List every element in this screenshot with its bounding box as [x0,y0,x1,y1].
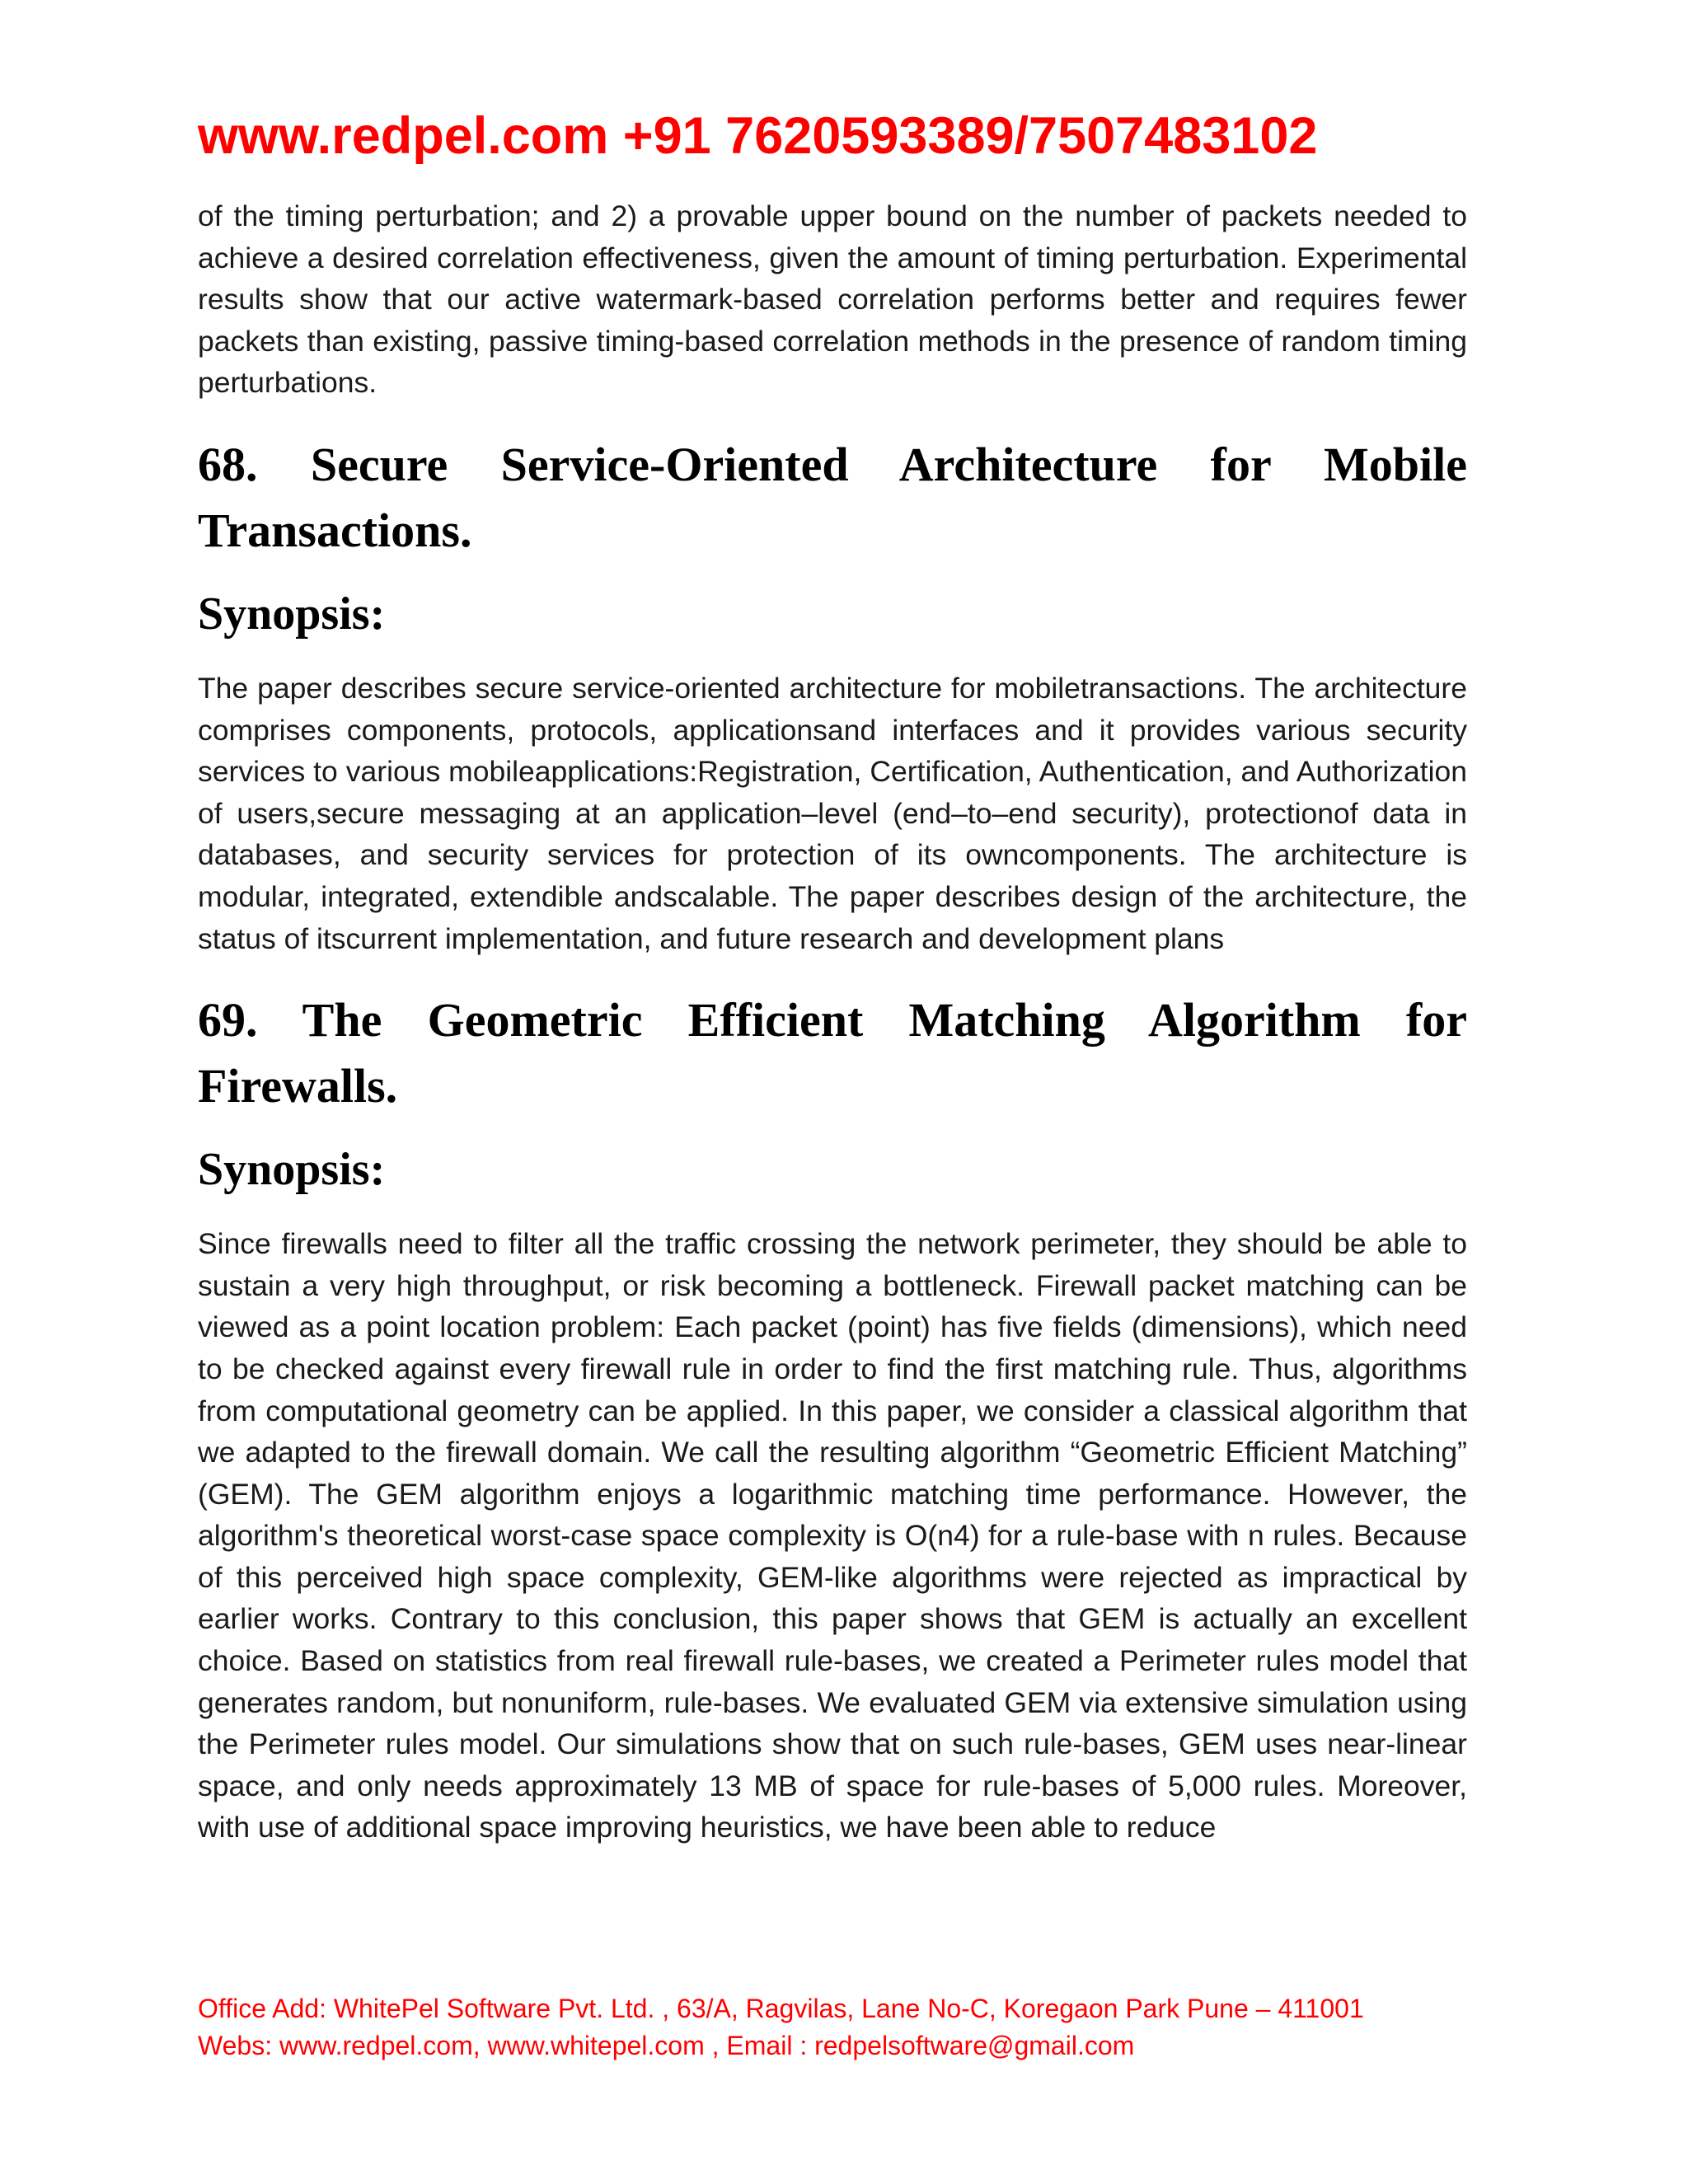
footer-address: Office Add: WhitePel Software Pvt. Ltd. , 63/A, Ragvilas, Lane No-C, Koregaon Park Pune – 411001 [198,1994,1364,2023]
section-69-title: 69. The Geometric Efficient Matching Algorithm for Firewalls. [198,993,1467,1113]
footer [198,1990,1364,2064]
intro-paragraph: of the timing perturbation; and 2) a provable upper bound on the number of packets needed to achieve a desired correlation effectiveness, given the amount of timing perturbation. Experimental results show that our active watermark-based correlation performs better and requires fewer packets than existing, passive timing-based correlation methods in the presence of random timing perturbations. [198,199,1467,400]
header-contact: www.redpel.com +91 7620593389/7507483102 [198,107,1318,165]
footer-webs: Webs: www.redpel.com, www.whitepel.com , Email : redpelsoftware@gmail.com [198,2031,1135,2060]
section-69-paragraph: Since firewalls need to filter all the traffic crossing the network perimeter, they should be able to sustain a very high throughput, or risk becoming a bottleneck. Firewall packet matching can be viewed as a point location problem: Each packet (point) has five fields (dimensions), which need to be checked against every firewall rule in order to find the first matching rule. Thus, algorithms from computational geometry can be applied. In this paper, we consider a classical algorithm that we adapted to the firewall domain. We call the resulting algorithm “Geometric Efficient Matching” (GEM). The GEM algorithm enjoys a logarithmic matching time performance. However, the algorithm's theoretical worst-case space complexity is O(n4) for a rule-base with n rules. Because of this perceived high space complexity, GEM-like algorithms were rejected as impractical by earlier works. Contrary to this conclusion, this paper shows that GEM is actually an excellent choice. Based on statistics from real firewall rule-bases, we created a Perimeter rules model that generates random, but nonuniform, rule-bases. We evaluated GEM via extensive simulation using the Perimeter rules model. Our simulations show that on such rule-bases, GEM uses near-linear space, and only needs approximately 13 MB of space for rule-bases of 5,000 rules. Moreover, with use of additional space improving heuristics, we have been able to reduce [198,1227,1467,1844]
page-content [198,195,1467,1849]
section-68-title: 68. Secure Service-Oriented Architecture for Mobile Transactions. [198,437,1467,557]
section-69-synopsis-label: Synopsis: [198,1144,386,1196]
section-68-synopsis-label: Synopsis: [198,588,386,640]
section-68-paragraph: The paper describes secure service-oriented architecture for mobiletransactions. The architecture comprises components, protocols, applicationsand interfaces and it provides various security services to various mobileapplications:Registration, Certification, Authentication, and Authorization of users,secure messaging at an application–level (end–to–end security), protectionof data in databases, and security services for protection of its owncomponents. The architecture is modular, integrated, extendible andscalable. The paper describes design of the architecture, the status of itscurrent implementation, and future research and development plans [198,671,1467,955]
